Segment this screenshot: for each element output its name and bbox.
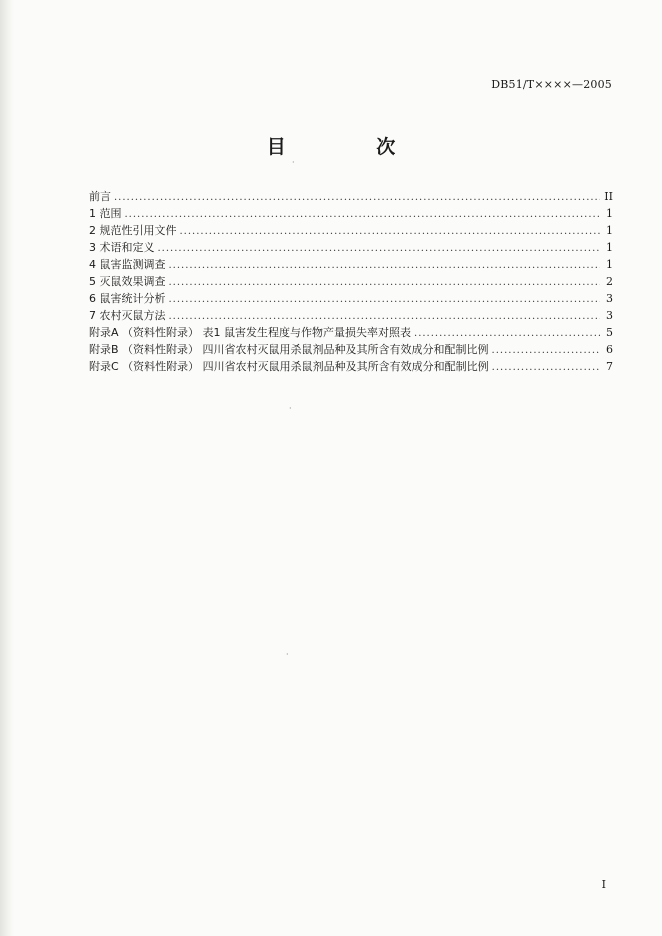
toc-entry-page: 3	[606, 309, 613, 322]
toc-entry-label: 附录B （资料性附录） 四川省农村灭鼠用杀鼠剂品种及其所含有效成分和配制比例	[89, 343, 489, 356]
toc-entry-scope[interactable]	[89, 205, 613, 222]
toc-entry-appendix-c[interactable]	[89, 358, 613, 375]
toc-entry-statistical-analysis[interactable]	[89, 290, 613, 307]
toc-entry-label: 4 鼠害监测调查	[89, 258, 166, 271]
scan-speck: ·	[292, 158, 295, 167]
toc-entry-page: 1	[606, 241, 613, 254]
toc-entry-label: 6 鼠害统计分析	[89, 292, 166, 305]
toc-entry-page: 1	[606, 207, 613, 220]
toc-entry-normative-references[interactable]	[89, 222, 613, 239]
toc-entry-label: 1 范围	[89, 207, 122, 220]
toc-entry-label: 2 规范性引用文件	[89, 224, 177, 237]
toc-entry-appendix-a[interactable]	[89, 324, 613, 341]
page-title: 目 次	[266, 136, 438, 158]
toc-entry-page: II	[604, 190, 613, 203]
page-number: I	[601, 878, 606, 891]
toc-dot-leader	[169, 257, 601, 274]
toc-dot-leader	[492, 359, 600, 376]
scan-speck: ·	[289, 404, 292, 413]
toc-entry-page: 2	[606, 275, 613, 288]
scan-speck: ·	[286, 650, 289, 659]
toc-dot-leader	[169, 291, 601, 308]
toc-entry-label: 7 农村灭鼠方法	[89, 309, 166, 322]
toc-dot-leader	[158, 240, 601, 257]
toc-entry-foreword[interactable]	[89, 188, 613, 205]
toc-entry-page: 6	[606, 343, 613, 356]
toc-entry-page: 1	[606, 258, 613, 271]
toc-entry-page: 1	[606, 224, 613, 237]
toc-entry-label: 附录A （资料性附录） 表1 鼠害发生程度与作物产量损失率对照表	[89, 326, 412, 339]
document-code: DB51/T××××—2005	[491, 78, 612, 91]
toc-entry-label: 3 术语和定义	[89, 241, 155, 254]
toc-entry-label: 5 灭鼠效果调查	[89, 275, 166, 288]
toc-entry-page: 5	[606, 326, 613, 339]
toc-entry-appendix-b[interactable]	[89, 341, 613, 358]
toc-dot-leader	[180, 223, 601, 240]
toc-entry-control-methods[interactable]	[89, 307, 613, 324]
toc-dot-leader	[414, 325, 600, 342]
toc-dot-leader	[169, 274, 601, 291]
toc-dot-leader	[169, 308, 601, 325]
toc-entry-label: 附录C （资料性附录） 四川省农村灭鼠用杀鼠剂品种及其所含有效成分和配制比例	[89, 360, 489, 373]
table-of-contents	[89, 188, 613, 375]
toc-entry-label: 前言	[89, 190, 111, 203]
toc-entry-page: 3	[606, 292, 613, 305]
toc-dot-leader	[492, 342, 600, 359]
toc-entry-effect-survey[interactable]	[89, 273, 613, 290]
toc-entry-page: 7	[606, 360, 613, 373]
toc-dot-leader	[114, 189, 600, 206]
toc-entry-monitoring-survey[interactable]	[89, 256, 613, 273]
toc-entry-terms-definitions[interactable]	[89, 239, 613, 256]
toc-dot-leader	[125, 206, 601, 223]
